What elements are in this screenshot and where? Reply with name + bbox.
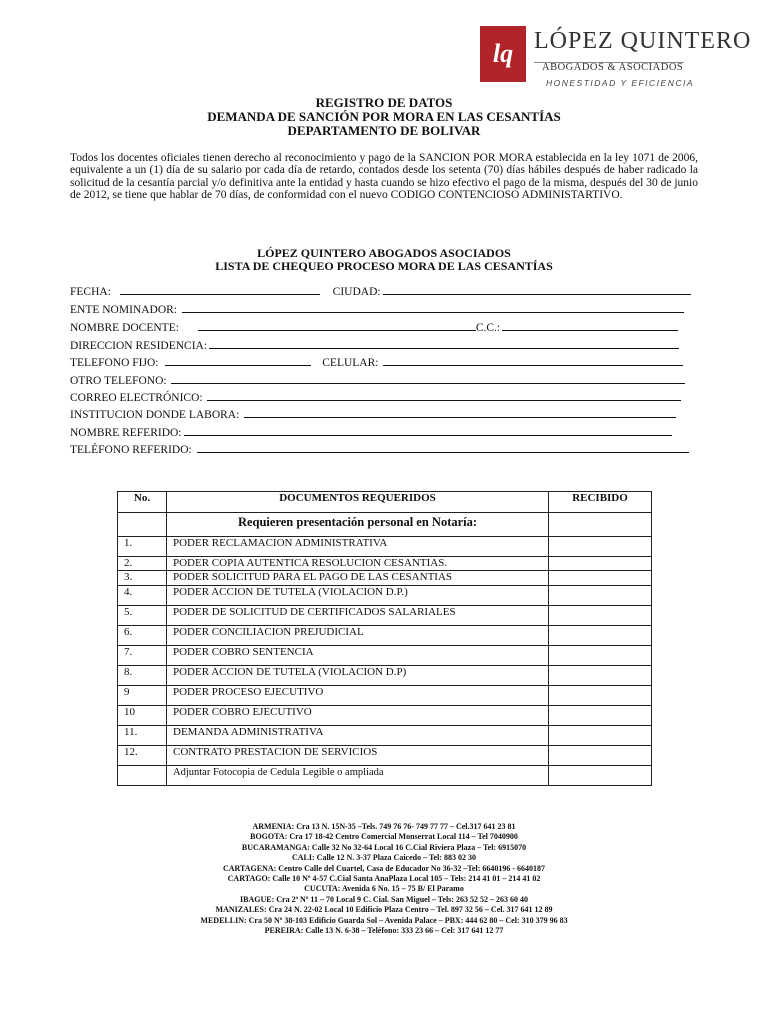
footer-address-line: MANIZALES: Cra 24 N. 22-02 Local 10 Edificio Plaza Centro – Tel. 897 32 56 – Cel. 317 641 12 89	[215, 905, 553, 915]
institucion-field[interactable]	[244, 407, 676, 418]
row-document: PODER ACCION DE TUTELA (VIOLACION D.P.)	[167, 586, 549, 606]
row-recibido-checkbox[interactable]	[549, 586, 652, 606]
footer-address-line: CALI: Calle 12 N. 3-37 Plaza Caicedo – Tel: 883 02 30	[292, 853, 476, 863]
row-document: PODER COBRO EJECUTIVO	[167, 706, 549, 726]
note-no-cell	[118, 766, 167, 786]
telefono-referido-field[interactable]	[197, 442, 689, 453]
table-row-note	[118, 766, 652, 786]
table-row	[118, 586, 652, 606]
table-row	[118, 706, 652, 726]
row-number: 11.	[118, 726, 167, 746]
footer-address-line: PEREIRA: Calle 13 N. 6-38 – Teléfono: 333 23 66 – Cel: 317 641 12 77	[264, 926, 504, 936]
company-logo	[472, 22, 752, 90]
form-row-telefono-referido	[70, 442, 689, 457]
fecha-label: FECHA:	[70, 286, 111, 298]
logo-subtitle: ABOGADOS & ASOCIADOS	[542, 62, 684, 73]
footer-address-line: CARTAGO: Calle 10 Nº 4-57 C.Cial Santa AnaPlaza Local 105 – Tels: 214 41 01 – 214 41 02	[227, 874, 541, 884]
form-row-correo	[70, 390, 681, 405]
row-document: PODER SOLICITUD PARA EL PAGO DE LAS CESANTIAS	[167, 571, 549, 586]
footer-address-line: IBAGUE: Cra 2ª Nº 11 – 70 Local 9 C. Cial. San Miguel – Tels: 263 52 52 – 263 60 40	[240, 894, 528, 904]
row-number: 7.	[118, 646, 167, 666]
footer-address-line: MEDELLIN: Cra 50 Nº 38-103 Edificio Guarda Sol – Avenida Palace – PBX: 444 62 80 – Cel: 310 379 96 83	[200, 915, 568, 925]
form-row-nombre-docente	[70, 320, 678, 335]
row-document: PODER ACCION DE TUTELA (VIOLACION D.P)	[167, 666, 549, 686]
documents-table	[117, 491, 652, 786]
cc-label: C.C.:	[475, 322, 501, 334]
form-row-fecha	[70, 284, 691, 299]
nombre-referido-label: NOMBRE REFERIDO:	[70, 427, 182, 439]
table-row	[118, 537, 652, 557]
subheader-line-1: LÓPEZ QUINTERO ABOGADOS ASOCIADOS	[257, 246, 511, 260]
row-recibido-checkbox[interactable]	[549, 686, 652, 706]
row-number: 4.	[118, 586, 167, 606]
note-recibido-checkbox[interactable]	[549, 766, 652, 786]
ciudad-field[interactable]	[383, 284, 691, 295]
ente-label: ENTE NOMINADOR:	[70, 304, 178, 316]
footer-address-line: ARMENIA: Cra 13 N. 15N-35 –Tels. 749 76 76- 749 77 77 – Cel.317 641 23 81	[252, 822, 516, 831]
row-document: PODER DE SOLICITUD DE CERTIFICADOS SALARIALES	[167, 606, 549, 626]
table-row	[118, 666, 652, 686]
ciudad-label: CIUDAD:	[332, 286, 381, 298]
subheader-line-2: LISTA DE CHEQUEO PROCESO MORA DE LAS CESANTÍAS	[215, 259, 553, 273]
row-recibido-checkbox[interactable]	[549, 646, 652, 666]
celular-field[interactable]	[383, 355, 683, 366]
row-document: PODER CONCILIACION PREJUDICIAL	[167, 626, 549, 646]
row-document: PODER PROCESO EJECUTIVO	[167, 686, 549, 706]
footer-address-line: CARTAGENA: Centro Calle del Cuartel, Casa de Educador No 36-32 –Tel: 6640196 - 6640187	[222, 863, 546, 873]
form-row-direccion	[70, 338, 679, 353]
subheading-no-cell	[118, 513, 167, 537]
table-row	[118, 626, 652, 646]
header-title-2: DEMANDA DE SANCIÓN POR MORA EN LAS CESANTÍAS	[207, 109, 561, 124]
row-document: PODER COPIA AUTENTICA RESOLUCION CESANTIAS.	[167, 557, 549, 571]
correo-label: CORREO ELECTRÓNICO:	[70, 392, 203, 404]
table-header-row	[118, 492, 652, 513]
row-recibido-checkbox[interactable]	[549, 557, 652, 571]
row-number: 9	[118, 686, 167, 706]
row-number: 3.	[118, 571, 167, 586]
otro-telefono-label: OTRO TELEFONO:	[70, 375, 167, 387]
row-recibido-checkbox[interactable]	[549, 666, 652, 686]
otro-telefono-field[interactable]	[171, 373, 685, 384]
row-recibido-checkbox[interactable]	[549, 537, 652, 557]
table-subheading: Requieren presentación personal en Notaría:	[167, 513, 549, 537]
telefono-referido-label: TELÉFONO REFERIDO:	[70, 444, 192, 456]
row-number: 2.	[118, 557, 167, 571]
footer-address-line: CUCUTA: Avenida 6 No. 15 – 75 B/ El Paramo	[304, 884, 464, 894]
row-document: PODER COBRO SENTENCIA	[167, 646, 549, 666]
footer-address-line: BUCARAMANGA: Calle 32 No 32-64 Local 16 C.Cial Riviera Plaza – Tel: 6915070	[241, 842, 527, 852]
table-row	[118, 606, 652, 626]
ente-field[interactable]	[182, 302, 684, 313]
col-header-no: No.	[118, 492, 167, 513]
header-title-3: DEPARTAMENTO DE BOLIVAR	[287, 123, 481, 138]
telefono-fijo-label: TELEFONO FIJO:	[70, 357, 159, 369]
row-recibido-checkbox[interactable]	[549, 746, 652, 766]
row-document: DEMANDA ADMINISTRATIVA	[167, 726, 549, 746]
form-row-nombre-referido	[70, 425, 672, 440]
celular-label: CELULAR:	[322, 357, 379, 369]
table-subheading-row	[118, 513, 652, 537]
footer-addresses	[0, 822, 768, 936]
row-number: 10	[118, 706, 167, 726]
row-number: 5.	[118, 606, 167, 626]
row-number: 8.	[118, 666, 167, 686]
form-row-ente	[70, 302, 684, 317]
row-number: 6.	[118, 626, 167, 646]
direccion-field[interactable]	[209, 338, 679, 349]
col-header-documents: DOCUMENTOS REQUERIDOS	[167, 492, 549, 513]
logo-name: LÓPEZ QUINTERO	[534, 28, 752, 54]
row-recibido-checkbox[interactable]	[549, 571, 652, 586]
footer-address-line: BOGOTA: Cra 17 18-42 Centro Comercial Monserrat Local 114 – Tel 7040900	[250, 832, 518, 842]
nombre-referido-field[interactable]	[184, 425, 672, 436]
correo-field[interactable]	[207, 390, 681, 401]
direccion-label: DIRECCION RESIDENCIA:	[70, 340, 208, 352]
form-row-telefono	[70, 355, 683, 370]
row-recibido-checkbox[interactable]	[549, 706, 652, 726]
intro-paragraph: Todos los docentes oficiales tienen derecho al reconocimiento y pago de la SANCION POR MORA establecida en la ley 1071 de 2006, equivalente a un (1) día de su salario por cada día de retardo, contados desde los setenta (70) días hábiles después de haber radicado la solicitud de la cesantía parcial y/o definitiva ante la entidad y hasta cuando se hizo efectivo el pago de la misma, después del 30 de junio de 2012, se tiene que hablar de 70 días, de conformidad con el nuevo CODIGO CONTENCIOSO ADMINISTARTIVO.	[70, 152, 698, 202]
fecha-field[interactable]	[120, 284, 320, 295]
note-text: Adjuntar Fotocopia de Cedula Legible o ampliada	[167, 766, 549, 786]
subheading-recibido-cell	[549, 513, 652, 537]
form-row-otro-telefono	[70, 373, 685, 388]
table-row	[118, 746, 652, 766]
nombre-docente-label: NOMBRE DOCENTE:	[70, 322, 179, 334]
cc-field[interactable]	[502, 320, 678, 331]
row-document: CONTRATO PRESTACION DE SERVICIOS	[167, 746, 549, 766]
table-row	[118, 571, 652, 586]
telefono-fijo-field[interactable]	[165, 355, 311, 366]
row-number: 12.	[118, 746, 167, 766]
form-row-institucion	[70, 407, 676, 422]
logo-slogan: HONESTIDAD Y EFICIENCIA	[546, 78, 695, 88]
table-row	[118, 726, 652, 746]
col-header-recibido: RECIBIDO	[549, 492, 652, 513]
nombre-docente-field[interactable]	[198, 320, 476, 331]
logo-mark: lq	[480, 26, 526, 82]
table-row	[118, 646, 652, 666]
row-document: PODER RECLAMACION ADMINISTRATIVA	[167, 537, 549, 557]
institucion-label: INSTITUCION DONDE LABORA:	[70, 409, 240, 421]
table-row	[118, 557, 652, 571]
row-recibido-checkbox[interactable]	[549, 626, 652, 646]
table-row	[118, 686, 652, 706]
row-recibido-checkbox[interactable]	[549, 606, 652, 626]
row-recibido-checkbox[interactable]	[549, 726, 652, 746]
header-title-1: REGISTRO DE DATOS	[315, 95, 453, 110]
row-number: 1.	[118, 537, 167, 557]
